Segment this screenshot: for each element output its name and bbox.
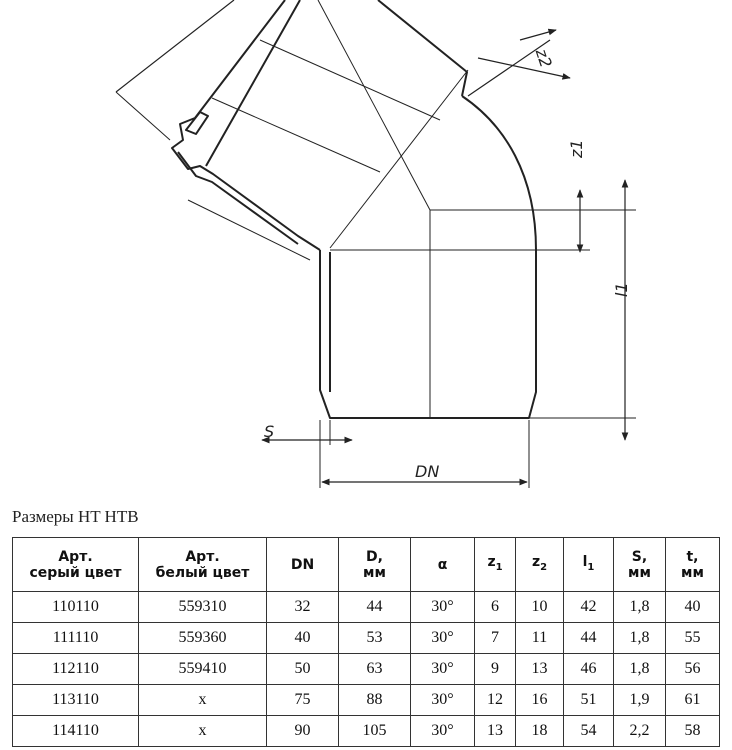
label-l1: l1 [612,282,631,297]
table-cell: 55 [666,623,720,654]
table-cell: 559310 [139,592,267,623]
label-z2: z2 [531,46,556,70]
table-cell: 75 [267,685,339,716]
table-caption: Размеры HT HTB [12,507,139,526]
table-cell: 112110 [13,654,139,685]
angled-pipe-outer [378,0,467,96]
table-cell: 18 [516,716,564,747]
table-cell: 7 [475,623,516,654]
table-cell: 105 [339,716,411,747]
table-cell: 46 [564,654,614,685]
table-cell: 63 [339,654,411,685]
table-cell: 61 [666,685,720,716]
table-row [13,685,720,716]
table-cell: 30° [411,685,475,716]
table-cell: 111110 [13,623,139,654]
table-cell: 1,8 [614,592,666,623]
table-cell: 13 [516,654,564,685]
table-row [13,716,720,747]
table-cell: 30° [411,716,475,747]
dim-d-diag [116,0,234,92]
hatch-3 [260,40,440,120]
table-cell: 30° [411,592,475,623]
table-header-row [13,538,720,592]
table-cell: 58 [666,716,720,747]
lower-pipe-outline [320,250,536,418]
header-l1: $l_1$ [564,538,614,592]
table-cell: 40 [666,592,720,623]
socket-inner-wall [178,0,300,244]
header-art-gray: Арт. серый цвет [13,538,139,592]
table-cell: 12 [475,685,516,716]
table-cell: 113110 [13,685,139,716]
table-row [13,623,720,654]
table-row [13,592,720,623]
ext-line-d-left [116,92,170,140]
table-cell: 1,8 [614,623,666,654]
label-z1: z1 [567,139,586,158]
table-cell: 40 [267,623,339,654]
elbow-outer-arc [462,96,536,250]
table-cell: 11 [516,623,564,654]
table-cell: 42 [564,592,614,623]
hatch-1 [212,98,380,172]
header-s: S, мм [614,538,666,592]
header-z2: $z_2$ [516,538,564,592]
dim-z2-b [520,30,556,40]
table-cell: 56 [666,654,720,685]
table-cell: 110110 [13,592,139,623]
table-row [13,654,720,685]
table-cell: 50 [267,654,339,685]
table-cell: 2,2 [614,716,666,747]
table-cell: 6 [475,592,516,623]
table-cell: 30° [411,623,475,654]
table-cell: 51 [564,685,614,716]
table-cell: 90 [267,716,339,747]
table-cell: 30° [411,654,475,685]
table-cell: 54 [564,716,614,747]
header-art-white: Арт. белый цвет [139,538,267,592]
socket-wall [172,0,320,250]
header-alpha: α [411,538,475,592]
socket-ring [186,112,208,134]
centerline-angled [318,0,430,210]
label-s: S [264,422,275,441]
table-cell: x [139,716,267,747]
dimensions-table [12,537,720,747]
table-cell: 114110 [13,716,139,747]
table-cell: 16 [516,685,564,716]
table-cell: 10 [516,592,564,623]
table-cell: x [139,685,267,716]
header-d: D, мм [339,538,411,592]
table-cell: 88 [339,685,411,716]
header-t: t, мм [666,538,720,592]
header-dn: DN [267,538,339,592]
header-z1: $z_1$ [475,538,516,592]
table-cell: 9 [475,654,516,685]
table-body [13,592,720,747]
table-cell: 32 [267,592,339,623]
table-cell: 1,9 [614,685,666,716]
label-dn: DN [415,462,440,481]
table-cell: 44 [339,592,411,623]
table-cell: 13 [475,716,516,747]
table-cell: 559360 [139,623,267,654]
table-cell: 53 [339,623,411,654]
dim-z2 [478,58,570,78]
table-cell: 44 [564,623,614,654]
table-cell: 559410 [139,654,267,685]
table-cell: 1,8 [614,654,666,685]
